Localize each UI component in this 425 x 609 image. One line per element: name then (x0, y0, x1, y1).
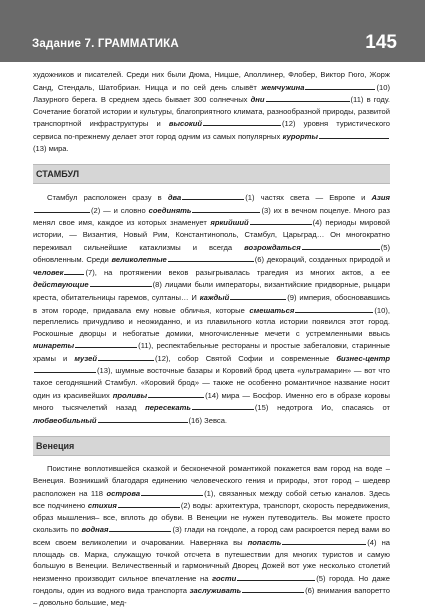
keyword: яркийший (210, 218, 249, 228)
keyword: проливы (112, 390, 148, 400)
text-run: (5) города. Но даже гондолы, один из водного вида транспорта (33, 573, 390, 596)
text-run: (3) их в вечном поцелуе. Много раз менял свое имя, каждое из которых знаменует (33, 205, 390, 228)
keyword: курорты (282, 131, 318, 141)
text-run: (11), респектабельные рестораны и простые забегаловки, старинные храмы и (33, 341, 390, 363)
keyword: жемчужина (261, 82, 305, 92)
section-title: СТАМБУЛ (33, 164, 390, 184)
paragraph (33, 463, 390, 608)
keyword: стихия (87, 501, 117, 511)
text-run: художников и писателей. Среди них были Дюма, Ницше, Аполлинер, Флобер, Виктор Гюго, Жорж Санд, Стендаль, Шатобриан. Ницца и по сей день слывёт (33, 70, 390, 92)
text-run: (15) недотрога Ио, спасаясь от (254, 403, 390, 413)
keyword: гости (212, 573, 237, 583)
keyword: водная (81, 525, 109, 535)
keyword: два (167, 193, 182, 203)
keyword: великолепные (111, 255, 167, 265)
keyword: заслуживать (189, 586, 242, 596)
page-number: 145 (365, 32, 397, 53)
keyword: соединять (148, 205, 192, 215)
answer-blank[interactable] (250, 216, 312, 225)
answer-blank[interactable] (182, 191, 244, 200)
answer-blank[interactable] (90, 278, 152, 287)
answer-blank[interactable] (302, 241, 380, 250)
keyword: музей (74, 353, 97, 363)
answer-blank[interactable] (34, 204, 90, 213)
text-run: (8) лицами были императоры, византийские придворные, рыцари креста, обитательницы гаремов, султаны… И (33, 280, 390, 302)
answer-blank[interactable] (230, 291, 286, 300)
text-run: (13), шумные восточные базары и Коровий брод цвета «ультрамарин» — вот что такое сегодняшний Стамбул. «Коровий брод» — также не особенно романтичное название носит один из красивейших (33, 366, 390, 400)
answer-blank[interactable] (192, 204, 260, 213)
answer-blank[interactable] (75, 339, 137, 348)
keyword: действующие (33, 280, 89, 290)
paragraph (33, 69, 390, 154)
answer-blank[interactable] (141, 487, 203, 496)
keyword: Азия (371, 193, 390, 203)
paragraph (33, 191, 390, 426)
answer-blank[interactable] (148, 389, 204, 398)
text-run: (12), собор Святой Софии и современные (154, 353, 337, 363)
keyword: минареты (33, 341, 75, 351)
text-run: (12) уровня туристического сервиса по-прежнему делает этот город одним из самых популярных (33, 119, 390, 141)
text-run: (7), на протяжении веков разыгрывалась трагедия из многих актов, а ее (85, 267, 390, 277)
text-run: Стамбул расположен сразу в (47, 193, 168, 203)
page-header (0, 0, 425, 62)
answer-blank[interactable] (319, 130, 389, 139)
answer-blank[interactable] (98, 414, 188, 423)
text-run: (11) в году. Сочетание богатой истории и культуры, благоприятного климата, разнообразной природы, развитой транспортной инфраструктуры и (33, 95, 390, 129)
text-run: (6) декораций, созданных природой и (254, 255, 390, 265)
task-title: Задание 7. ГРАММАТИКА (32, 38, 179, 50)
text-run: (2) — и словно (91, 205, 149, 215)
keyword: смешаться (249, 305, 295, 315)
answer-blank[interactable] (192, 401, 254, 410)
page-content (33, 69, 390, 609)
text-run: (10) Лазурного берега. В среднем здесь бывает 300 солнечных (33, 82, 390, 105)
text-run: (6) внимания вапоретто – довольно большие, мед- (33, 586, 391, 607)
text-run: (9) империя, обосновавшись в этом городе, придавала ему новые обличья, которые (33, 292, 390, 315)
text-run: (16) Зевса. (188, 415, 228, 425)
answer-blank[interactable] (203, 117, 281, 126)
answer-blank[interactable] (282, 536, 366, 545)
answer-blank[interactable] (305, 81, 375, 90)
answer-blank[interactable] (295, 304, 373, 313)
text-run: (5) обновленным. Среди (33, 242, 390, 265)
keyword: попасть (247, 538, 282, 547)
text-run: (10), переплелись причудливо и неожиданно, и из плавильного котла истории появился этот город. Роскошные дворцы и небогатые домики, многочисленные мечети с устремленными ввысь (33, 305, 390, 338)
answer-blank[interactable] (64, 266, 84, 275)
keyword: возрождаться (244, 242, 301, 252)
text-run: Поистине воплотившейся сказкой и бесконечной романтикой покажется вам город на воде – Венеция. Возникший благодаря единению человеческого гения и природы, этот город – шедевр расположен на 118 (33, 464, 390, 498)
text-run: (14) мира — Босфор. Именно его в образе коровы много тысячелетий назад (33, 390, 391, 413)
answer-blank[interactable] (98, 352, 154, 361)
text-run: (13) мира. (33, 143, 69, 153)
answer-blank[interactable] (168, 253, 254, 262)
answer-blank[interactable] (34, 364, 96, 373)
answer-blank[interactable] (109, 523, 171, 532)
keyword: любвеобильный (33, 415, 97, 425)
answer-blank[interactable] (237, 572, 315, 581)
text-run: (3) глади на гондоле, а город сам раскроется перед вами во всем своем великолепии и очаровании. Наверняка вы (33, 525, 390, 547)
keyword: острова (106, 488, 141, 498)
answer-blank[interactable] (118, 499, 180, 508)
section-title: Венеция (33, 436, 390, 456)
keyword: дни (250, 95, 265, 105)
text-run: (2) воды: архитектура, транспорт, скорость передвижения, образ мышления– все, вплоть до обуви. В Венеции не нужен путеводитель. Вы можете просто скользить по (33, 501, 390, 535)
keyword: человек (33, 267, 64, 277)
text-run: (1) частях света — Европе и (245, 193, 372, 203)
text-run: (1), связанных между собой сетью каналов. Здесь все подчинено (33, 488, 391, 511)
answer-blank[interactable] (266, 93, 350, 102)
text-run: (4) периоды мировой истории, — Византия, Новый Рим, Константинополь, Стамбул, Царьград… Он многократно переживал сильнейшие катаклизмы и всегда (33, 218, 390, 252)
text-run: (4) на площадь св. Марка, служащую точкой отсчета в путешествии для многих туристов и самую большую в Венеции. Величественный и гармоничный Дворец Дожей вот уже несколько столетий неизменно производит сильное впечатление на (33, 538, 390, 583)
keyword: бизнес-центр (336, 353, 391, 363)
keyword: высокий (168, 119, 202, 129)
keyword: пересекать (145, 403, 191, 413)
answer-blank[interactable] (242, 584, 304, 593)
keyword: каждый (199, 292, 230, 302)
